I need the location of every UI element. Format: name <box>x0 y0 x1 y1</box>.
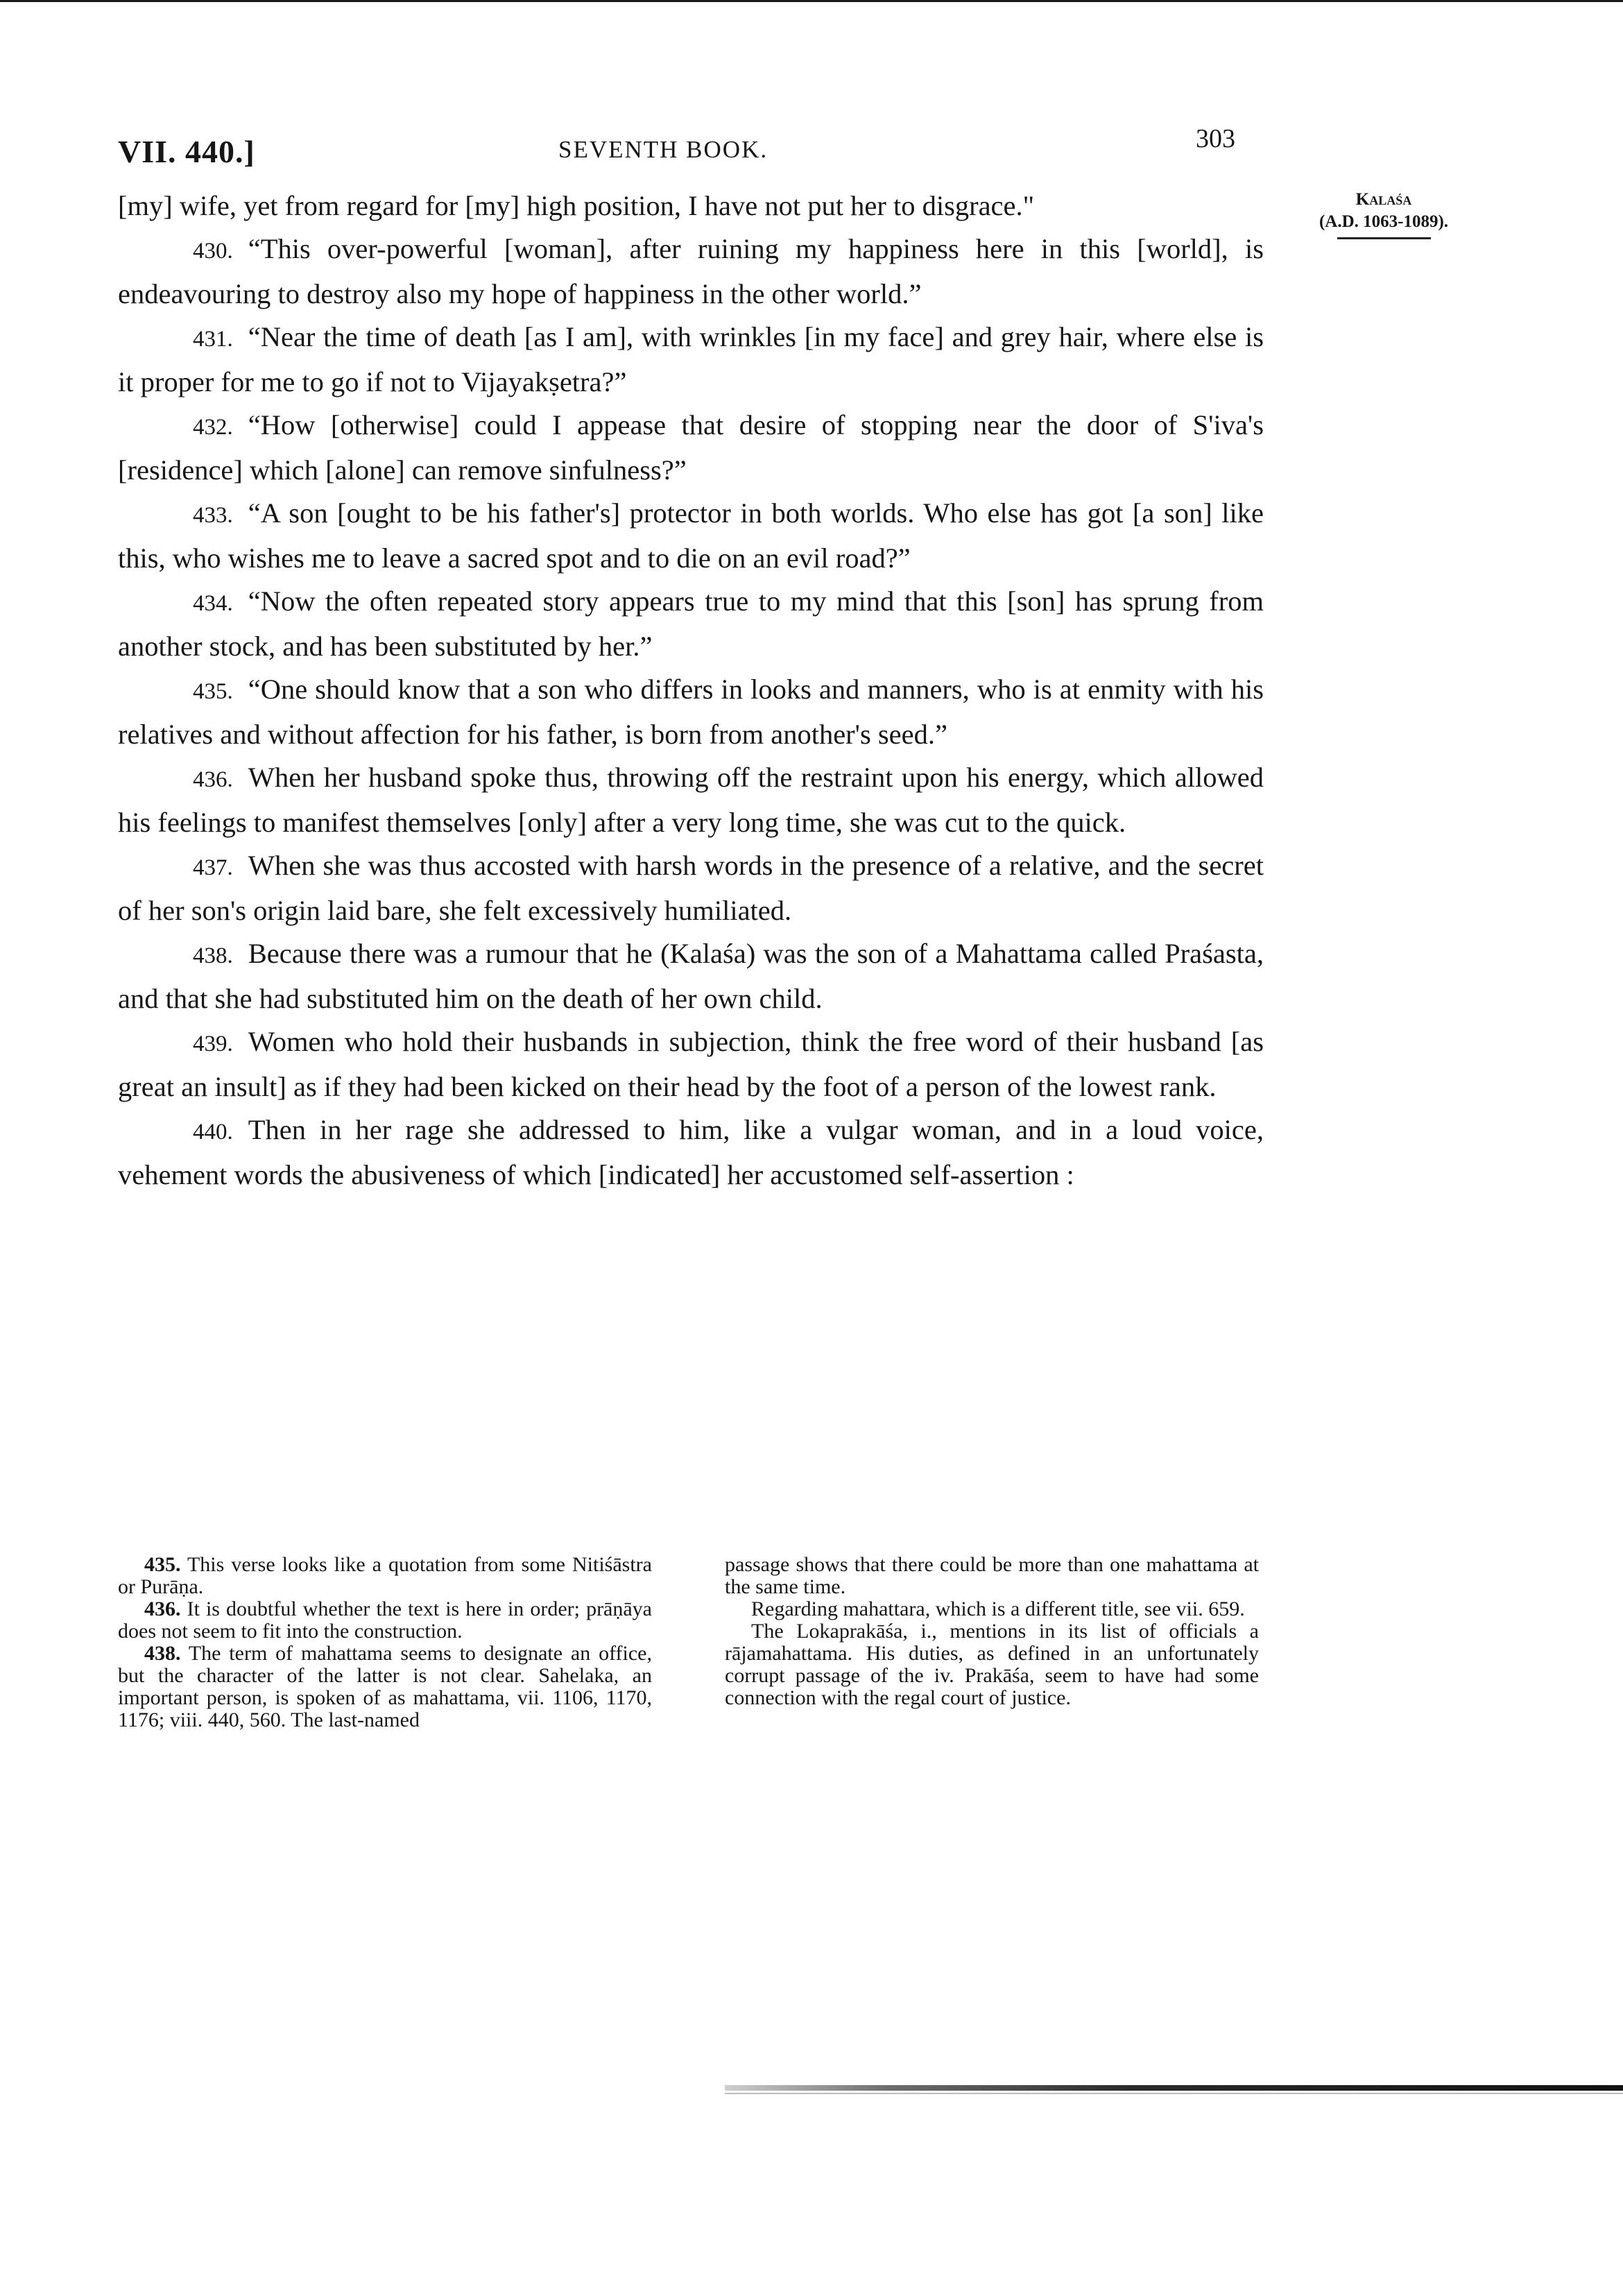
verse-text: “A son [ought to be his father's] protector in both worlds. Who else has got [a son] like this, who wishes me to leave a sacred spot and to die on an evil road?” <box>118 497 1264 574</box>
page-number: 303 <box>1196 124 1235 153</box>
main-text <box>118 185 1264 1197</box>
margin-note-dates: (A.D. 1063-1089). <box>1319 212 1449 231</box>
verse-text: Because there was a rumour that he (Kalaśa) was the son of a Mahattama called Praśasta, and that she had substituted him on the death of her own child. <box>118 938 1264 1014</box>
verse-number: 439. <box>193 1031 233 1056</box>
footnote: The Lokaprakāśa, i., mentions in its list of officials a rājamahattama. His duties, as defined in an unfortunately corrupt passage of the iv. Prakāśa, seem to have had some connection with the regal court of justice. <box>725 1620 1259 1709</box>
footnotes-right-column <box>725 1554 1259 1709</box>
verse-number: 432. <box>193 415 233 440</box>
verse-text: When she was thus accosted with harsh words in the presence of a relative, and the secret of her son's origin laid bare, she felt excessively humiliated. <box>118 850 1264 926</box>
verse-text: Then in her rage she addressed to him, like a vulgar woman, and in a loud voice, vehement words the abusiveness of which [indicated] her accustomed self-assertion : <box>118 1114 1264 1190</box>
verse-text: “Now the often repeated story appears true to my mind that this [son] has sprung from another stock, and has been substituted by her.” <box>118 585 1264 662</box>
verse-number: 438. <box>193 943 233 968</box>
verse-paragraph <box>118 756 1264 844</box>
bottom-scan-rule <box>725 2085 1623 2091</box>
verse-paragraph <box>118 316 1264 404</box>
verse-text: “How [otherwise] could I appease that desire of stopping near the door of S'iva's [residence] which [alone] can remove sinfulness?” <box>118 409 1264 486</box>
verse-paragraph <box>118 668 1264 756</box>
footnote-continuation: passage shows that there could be more than one mahattama at the same time. <box>725 1553 1259 1598</box>
verse-text: Women who hold their husbands in subjection, think the free word of their husband [as great an insult] as if they had been kicked on their head by the foot of a person of the lowest rank. <box>118 1026 1264 1102</box>
footnote-number: 436. <box>144 1597 181 1620</box>
verse-number: 440. <box>193 1120 233 1145</box>
footnote <box>118 1643 652 1731</box>
verse-number: 431. <box>193 327 233 352</box>
footnotes-left-column <box>118 1554 652 1731</box>
margin-note-name: Kalaśa <box>1355 190 1412 209</box>
verse-paragraph <box>118 844 1264 932</box>
verse-number: 435. <box>193 679 233 704</box>
verse-text: “Near the time of death [as I am], with wrinkles [in my face] and grey hair, where else is it proper for me to go if not to Vijayakṣetra?” <box>118 321 1264 397</box>
verse-number: 433. <box>193 503 233 528</box>
verse-paragraph <box>118 228 1264 316</box>
bottom-scan-rule-thin <box>725 2093 1623 2094</box>
verse-number: 430. <box>193 239 233 264</box>
footnote-number: 435. <box>144 1553 181 1576</box>
footnote <box>118 1554 652 1598</box>
verse-number: 436. <box>193 767 233 792</box>
verse-number: 434. <box>193 591 233 616</box>
verse-paragraph <box>118 1020 1264 1108</box>
verse-paragraph <box>118 1108 1264 1197</box>
margin-note-rule <box>1337 237 1431 239</box>
verse-text: When her husband spoke thus, throwing off the restraint upon his energy, which allowed his feelings to manifest themselves [only] after a very long time, she was cut to the quick. <box>118 762 1264 838</box>
footnote-text: This verse looks like a quotation from some Nitiśāstra or Purāṇa. <box>118 1553 652 1598</box>
verse-text: “One should know that a son who differs in looks and manners, who is at enmity with his relatives and without affection for his father, is born from another's seed.” <box>118 674 1264 750</box>
continuation-paragraph: [my] wife, yet from regard for [my] high position, I have not put her to disgrace." <box>118 190 1035 221</box>
verse-number: 437. <box>193 855 233 880</box>
section-reference: VII. 440.] <box>118 134 255 169</box>
footnote-text: It is doubtful whether the text is here in order; prāṇāya does not seem to fit into the construction. <box>118 1597 653 1643</box>
running-title: SEVENTH BOOK. <box>558 136 768 163</box>
footnote-number: 438. <box>144 1642 181 1665</box>
verse-paragraph <box>118 492 1264 580</box>
verse-paragraph <box>118 580 1264 668</box>
footnote: Regarding mahattara, which is a different title, see vii. 659. <box>751 1597 1245 1620</box>
footnote-text: The term of mahattama seems to designate an office, but the character of the latter is not clear. Sahelaka, an important person, is spoken of as mahattama, vii. 1106, 1170, 1176; viii. 440, 560. The last-named <box>118 1642 652 1731</box>
footnote <box>118 1598 652 1643</box>
verse-paragraph <box>118 404 1264 492</box>
page-top-border <box>0 0 1623 2</box>
verse-paragraph <box>118 932 1264 1020</box>
verse-text: “This over-powerful [woman], after ruining my happiness here in this [world], is endeavouring to destroy also my hope of happiness in the other world.” <box>118 233 1264 309</box>
margin-note <box>1280 189 1488 239</box>
